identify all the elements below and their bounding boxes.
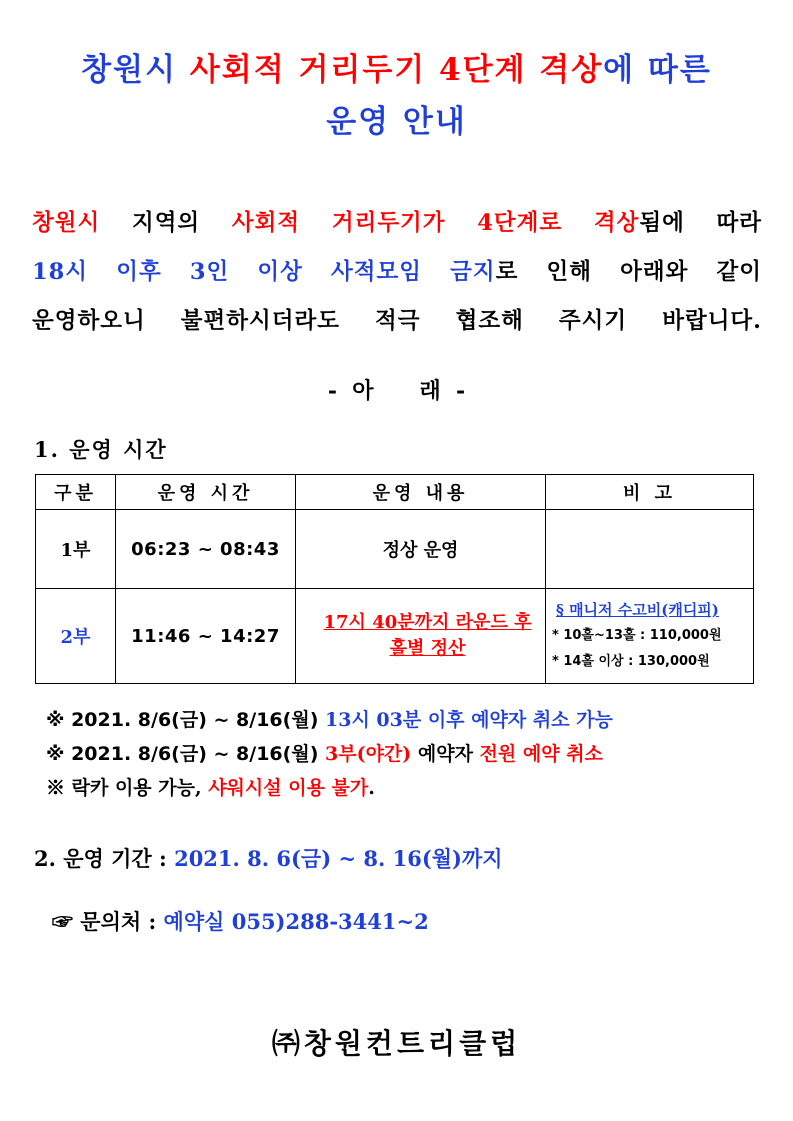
note-2-date: ※ 2021. 8/6(금) ~ 8/16(월) [46,743,325,765]
row2-content-line-2: 홀별 정산 [389,638,466,659]
row2-time: 11:46 ~ 14:27 [116,589,296,684]
row1-part: 1부 [36,510,116,589]
row2-part: 2부 [36,589,116,684]
contact-line [52,906,429,936]
row1-time: 06:23 ~ 08:43 [116,510,296,589]
note-3-text: ※ 락카 이용 가능, [46,777,209,799]
note-3-highlight: 샤워시설 이용 불가 [208,777,369,799]
section-1-heading: 1. 운영 시간 [34,437,168,462]
caddie-fee-heading: § 매니저 수고비(캐디피) [556,601,719,619]
period-label: 2. 운영 기간 : [34,846,175,871]
intro-line-2 [32,257,762,287]
table-header-row [36,475,754,510]
divider-label: - 아 래 - [327,378,466,404]
club-name: ㈜창원컨트리클럽 [271,1027,522,1060]
intro-highlight: 사회적 거리두기가 4단계로 격상 [231,210,640,236]
intro-text: 로 인해 아래와 같이 [495,259,762,285]
intro-text: 지역의 [100,210,232,236]
table-row [36,510,754,589]
contact-value: 예약실 055)288-3441~2 [163,909,429,934]
title-tail: 에 따른 [603,52,712,88]
title-highlight: 사회적 거리두기 4단계 격상 [189,52,604,88]
header-content: 운영 내용 [296,475,546,510]
note-3 [46,772,375,804]
intro-text: 됨에 따라 [639,210,763,236]
row2-content-line-1: 17시 40분까지 라운드 후 [323,612,532,633]
title-line-2: 운영 안내 [326,104,467,140]
header-part: 구분 [36,475,116,510]
note-1-date: ※ 2021. 8/6(금) ~ 8/16(월) [46,709,325,731]
caddie-fee-line-2: * 14홀 이상 : 130,000원 [552,654,710,669]
table-row [36,589,754,684]
header-time: 운영 시간 [116,475,296,510]
note-2-highlight: 3부(야간) [325,743,412,765]
row2-note [546,589,754,684]
note-3-suffix: . [368,777,375,799]
note-2 [46,738,603,770]
row1-content: 정상 운영 [296,510,546,589]
note-1-highlight: 13시 03분 이후 예약자 취소 가능 [325,709,613,731]
caddie-fee-line-1: * 10홀~13홀 : 110,000원 [552,628,722,643]
intro-city: 창원시 [32,210,101,236]
intro-line-3: 운영하오니 불편하시더라도 적극 협조해 주시기 바랍니다. [32,308,762,334]
schedule-table [35,474,754,684]
section-2-period [34,843,503,873]
period-value: 2021. 8. 6(금) ~ 8. 16(월)까지 [174,846,503,871]
note-2-highlight-2: 전원 예약 취소 [479,743,603,765]
header-note: 비 고 [546,475,754,510]
intro-line-1 [32,208,762,238]
contact-label: ☞ 문의처 : [52,909,164,934]
title-line-1 [0,50,793,90]
note-1 [46,704,613,736]
note-2-text: 예약자 [411,743,480,765]
title-city: 창원시 [81,52,178,88]
intro-ban: 18시 이후 3인 이상 사적모임 금지 [32,259,496,285]
row1-note [546,510,754,589]
row2-content [296,589,546,684]
